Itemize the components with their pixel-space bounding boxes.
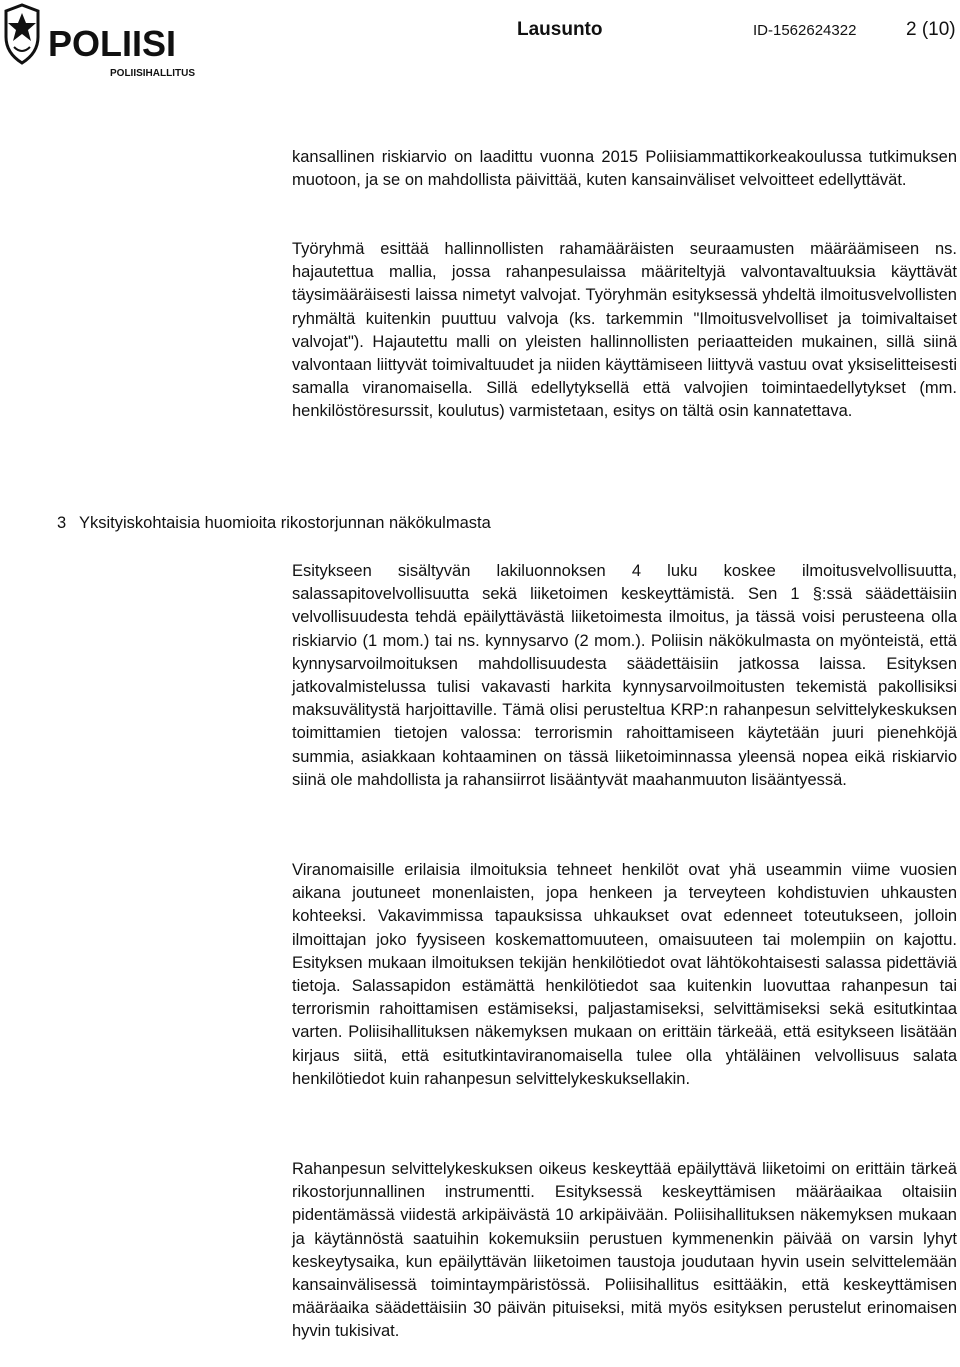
section-number: 3 xyxy=(57,514,67,532)
page-number: 2 (10) xyxy=(906,19,956,40)
document-id: ID-1562624322 xyxy=(753,22,857,39)
paragraph-1: kansallinen riskiarvio on laadittu vuonna 2015 Poliisiammattikorkeakoulussa tutkimuksen muotoon, ja se on mahdollista päivittää, kuten kansainväliset velvoitteet edellyttävät. xyxy=(292,148,957,190)
police-emblem-icon xyxy=(2,3,208,79)
section-title: Yksityiskohtaisia huomioita rikostorjunnan näkökulmasta xyxy=(79,514,491,532)
section-paragraph-3: Rahanpesun selvittelykeskuksen oikeus keskeyttää epäilyttävä liiketoimi on erittäin tärkeä rikostorjunnallinen instrumentti. Esityksessä keskeyttämisen määräaikaa oltaisiin pidentämässä viidestä arkipäivästä 10 arkipäivään. Poliisihallituksen näkemyksen mukaan ja käytännöstä saatuihin kokemuksiin perustuen kymmenenkin päivää on varsin lyhyt keskeytysaika, kun epäilyttävän liiketoimen taustoja joudutaan hyvin usein selvittelemään kansainvälisessä toimintaympäristössä. Poliisihallitus esittääkin, että keskeyttämisen määräaika säädettäisiin 30 päivän pituiseksi, mitä myös esityksen perustelut erinomaisen hyvin tukisivat. xyxy=(292,1160,957,1341)
section-paragraph-1: Esitykseen sisältyvän lakiluonnoksen 4 luku koskee ilmoitusvelvollisuutta, salassapitovelvollisuutta sekä liiketoimen keskeyttämistä. Sen 1 §:ssä säädettäisiin velvollisuudesta tehdä epäilyttävästä liiketoimesta ilmoitus, ja tässä voisi perusteena olla riskiarvio (1 mom.) tai ns. kynnysarvo (2 mom.). Poliisin näkökulmasta on myönteistä, että kynnysarvoilmoituksen mahdollisuudesta säädettäisiin jatkossa laissa. Esityksen jatkovalmistelussa tulisi vakavasti harkita kynnysarvoilmoitusten tekemistä pakollisiksi maksuvälitystä harjoittaville. Tämä olisi perusteltua KRP:n rahanpesun selvittelykeskuksen toimittamien tietojen valossa: terrorismin rahoittamiseen käytetään juuri pienehköjä summia, asiakkaan kohtaaminen on tässä liiketoiminnassa yleensä nopea eikä riskiarvio siinä ole mahdollista ja rahansiirrot lisääntyvät maahanmuuton lisääntyessä. xyxy=(292,562,957,789)
logo-subtext: POLIISIHALLITUS xyxy=(110,68,195,79)
poliisi-logo xyxy=(2,3,208,79)
logo-text: POLIISI xyxy=(48,23,177,64)
section-heading xyxy=(57,512,491,535)
section-paragraph-2: Viranomaisille erilaisia ilmoituksia tehneet henkilöt ovat yhä useammin viime vuosien aikana joutuneet monenlaisten, jopa henkeen ja terveyteen kohdistuvien uhkausten kohteeksi. Vakavimmissa tapauksissa uhkaukset ovat edenneet toteutukseen, jolloin ilmoittajan joko fyysiseen koskemattomuuteen, omaisuuteen tai molempiin on kajottu. Esityksen mukaan ilmoituksen tekijän henkilötiedot ovat lähtökohtaisesti salassa pidettäviä tietoja. Salassapidon estämättä henkilötiedot saa kuitenkin luovuttaa rahanpesun tai terrorismin rahoittamisen estämiseksi, paljastamiseksi, selvittämiseksi sekä esitutkintaa varten. Poliisihallituksen näkemyksen mukaan on erittäin tärkeää, että esitykseen lisätään kirjaus siitä, että esitutkintaviranomaisella tulee olla yhtäläinen velvollisuus salata henkilötiedot kuin rahanpesun selvittelykeskuksellakin. xyxy=(292,861,957,1088)
paragraph-2: Työryhmä esittää hallinnollisten rahamääräisten seuraamusten määräämiseen ns. hajautettua mallia, jossa rahanpesulaissa määriteltyjä valvontavaltuuksia käyttävät täysimääräisesti laissa nimetyt valvojat. Työryhmän esityksessä yhdeltä ilmoitusvelvollisten ryhmältä kuitenkin puuttuu valvoja (ks. tarkemmin "Ilmoitusvelvolliset ja toimivaltaiset valvojat"). Hajautettu malli on yleisten hallinnollisten periaatteiden mukainen, sillä siinä valvontaan liittyvät toimivaltuudet ja niiden käyttämiseen liittyvä vastuu ovat yksiselitteisesti samalla viranomaisella. Sillä edellytyksellä että valvojien toimintaedellytykset (mm. henkilöstöresurssit, koulutus) varmistetaan, esitys on tältä osin kannatettava. xyxy=(292,240,957,421)
document-type: Lausunto xyxy=(517,19,603,40)
